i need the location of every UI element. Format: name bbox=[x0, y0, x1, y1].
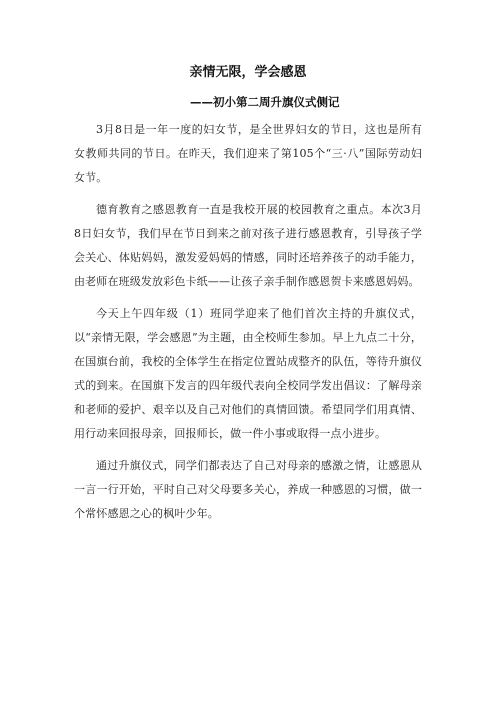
paragraph: 德育教育之感恩教育一直是我校开展的校园教育之重点。本次3月8日妇女节，我们早在节日到来之前对孩子进行感恩教育，引导孩子学会关心、体贴妈妈，激发爱妈妈的情感，同时还培养孩子的动手能力，由老师在班级发放彩色卡纸——让孩子亲手制作感恩贺卡来感恩妈妈。 bbox=[74, 203, 422, 288]
document-title: 亲情无限，学会感恩 bbox=[189, 65, 307, 80]
document-subtitle: ——初小第二周升旗仪式侧记 bbox=[190, 95, 340, 109]
paragraph: 3月8日是一年一度的妇女节，是全世界妇女的节日，这也是所有女教师共同的节日。在昨天，我们迎来了第105个“三·八”国际劳动妇女节。 bbox=[74, 123, 422, 184]
document-body bbox=[74, 118, 422, 534]
paragraph: 今天上午四年级（1）班同学迎来了他们首次主持的升旗仪式，以“亲情无限，学会感恩”为主题，由全校师生参加。早上九点二十分，在国旗台前，我校的全体学生在指定位置站成整齐的队伍，等待升旗仪式的到来。在国旗下发言的四年级代表向全校同学发出倡议：了解母亲和老师的爱护、艰辛以及自己对他们的真情回馈。希望同学们用真情、用行动来回报母亲，回报师长，做一件小事或取得一点小进步。 bbox=[74, 307, 422, 440]
paragraph: 通过升旗仪式，同学们都表达了自己对母亲的感激之情，让感恩从一言一行开始，平时自己对父母要多关心，养成一种感恩的习惯，做一个常怀感恩之心的枫叶少年。 bbox=[74, 459, 422, 520]
